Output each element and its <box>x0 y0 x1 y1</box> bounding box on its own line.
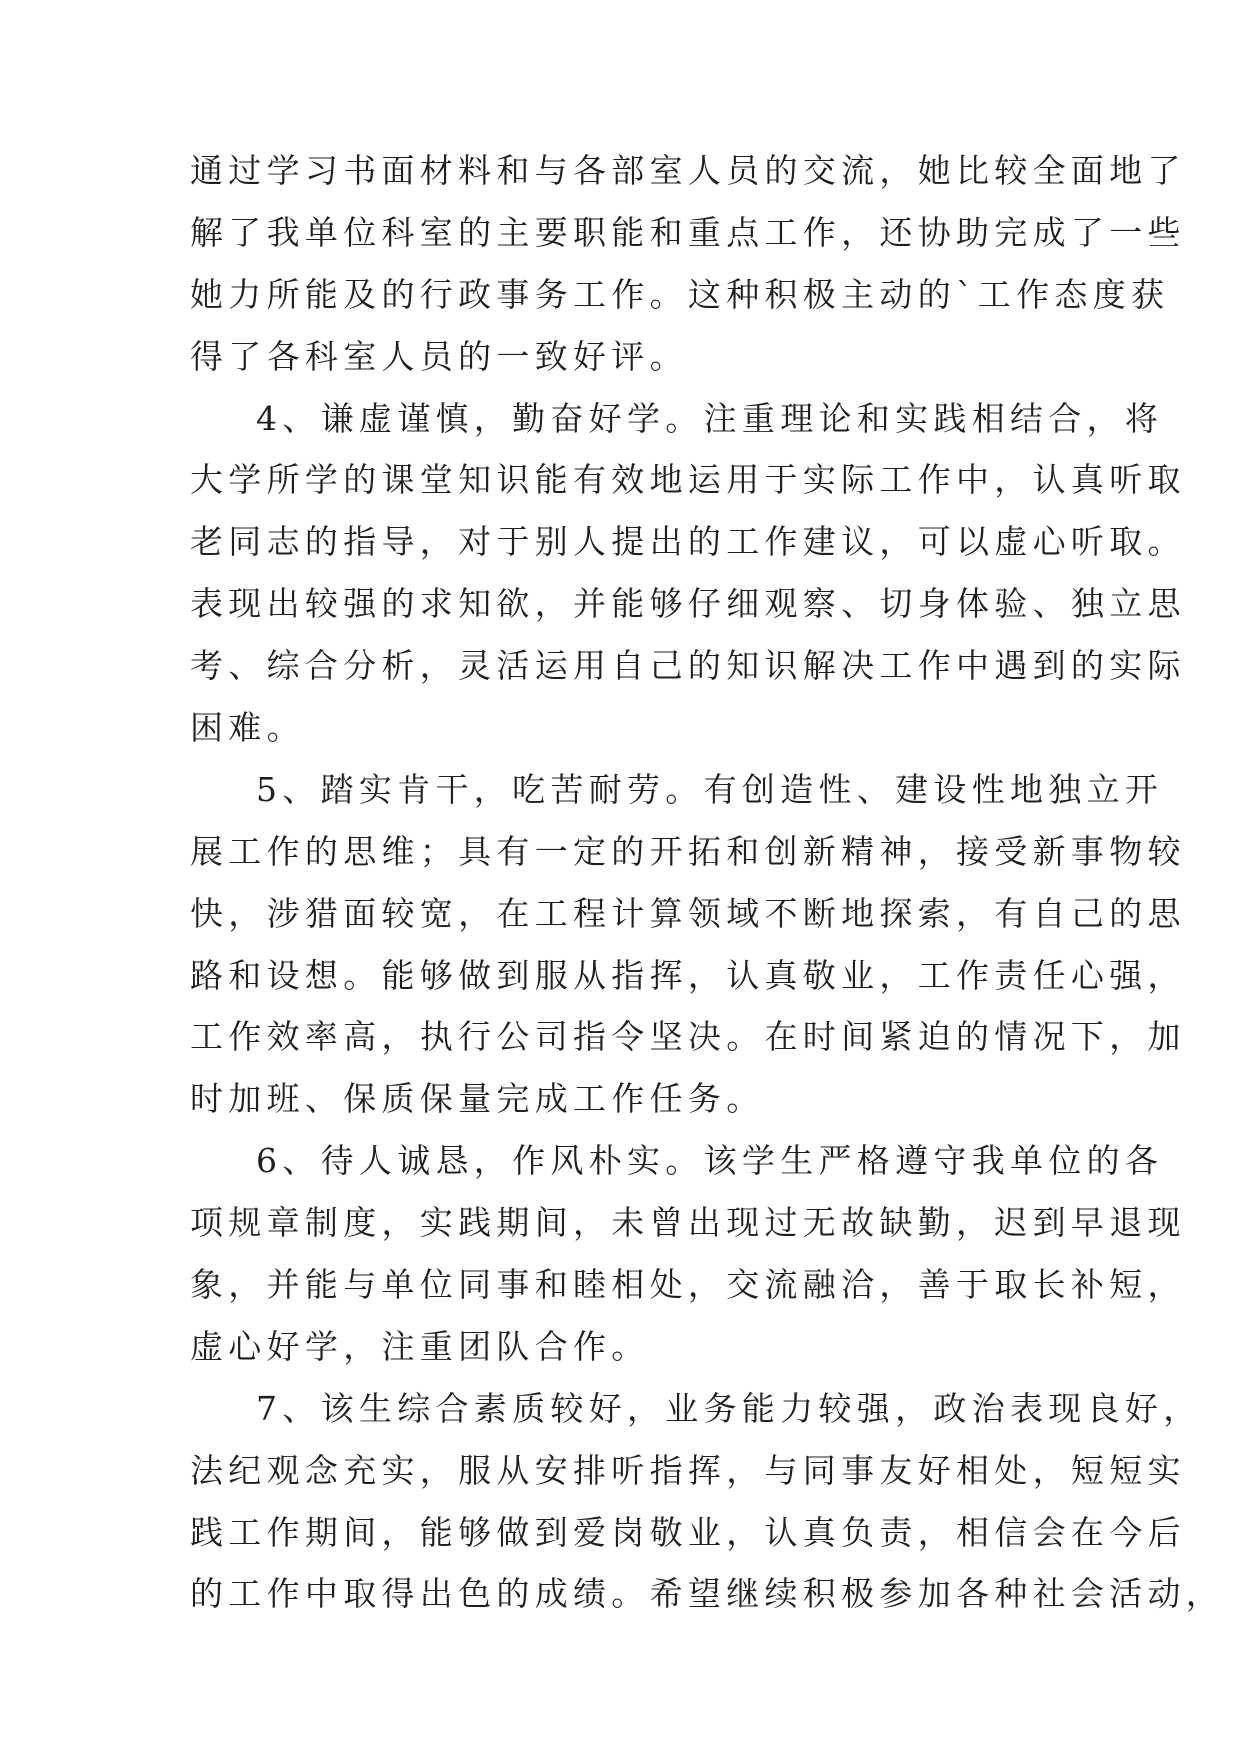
text-line: 通过学习书面材料和与各部室人员的交流，她比较全面地了 <box>190 151 1186 190</box>
document-body <box>190 140 1225 1625</box>
text-line: 工作效率高，执行公司指令坚决。在时间紧迫的情况下，加 <box>190 1017 1186 1057</box>
text-line: 象，并能与单位同事和睦相处，交流融洽，善于取长补短， <box>190 1265 1186 1305</box>
text-line: 得了各科室人员的一致好评。 <box>190 336 688 376</box>
text-line: 路和设想。能够做到服从指挥，认真敬业，工作责任心强， <box>190 955 1186 995</box>
text-line: 快，涉猎面较宽，在工程计算领域不断地探索，有自己的思 <box>190 893 1186 933</box>
text-line: 解了我单位科室的主要职能和重点工作，还协助完成了一些 <box>190 212 1186 252</box>
text-line: 困难。 <box>190 708 305 748</box>
paragraph-first-line: 4、谦虚谨慎，勤奋好学。注重理论和实践相结合，将 <box>256 398 1164 438</box>
text-line: 的工作中取得出色的成绩。希望继续积极参加各种社会活动， <box>190 1574 1225 1614</box>
text-line: 践工作期间，能够做到爱岗敬业，认真负责，相信会在今后 <box>190 1512 1186 1552</box>
text-line: 表现出较强的求知欲，并能够仔细观察、切身体验、独立思 <box>190 584 1186 624</box>
text-line: 项规章制度，实践期间，未曾出现过无故缺勤，迟到早退现 <box>190 1203 1186 1243</box>
text-line: 时加班、保质保量完成工作任务。 <box>190 1079 765 1119</box>
text-line: 虚心好学，注重团队合作。 <box>190 1326 650 1366</box>
text-line: 展工作的思维；具有一定的开拓和创新精神，接受新事物较 <box>190 831 1186 871</box>
text-line: 老同志的指导，对于别人提出的工作建议，可以虚心听取。 <box>190 522 1186 562</box>
text-line: 法纪观念充实，服从安排听指挥，与同事友好相处，短短实 <box>190 1450 1186 1490</box>
paragraph-first-line: 6、待人诚恳，作风朴实。该学生严格遵守我单位的各 <box>256 1141 1164 1181</box>
text-line: 她力所能及的行政事务工作。这种积极主动的`工作态度获 <box>190 274 1170 314</box>
paragraph-first-line: 7、该生综合素质较好，业务能力较强，政治表现良好， <box>256 1388 1202 1428</box>
text-line: 考、综合分析，灵活运用自己的知识解决工作中遇到的实际 <box>190 646 1186 686</box>
paragraph-first-line: 5、踏实肯干，吃苦耐劳。有创造性、建设性地独立开 <box>256 769 1164 809</box>
text-line: 大学所学的课堂知识能有效地运用于实际工作中，认真听取 <box>190 460 1186 500</box>
